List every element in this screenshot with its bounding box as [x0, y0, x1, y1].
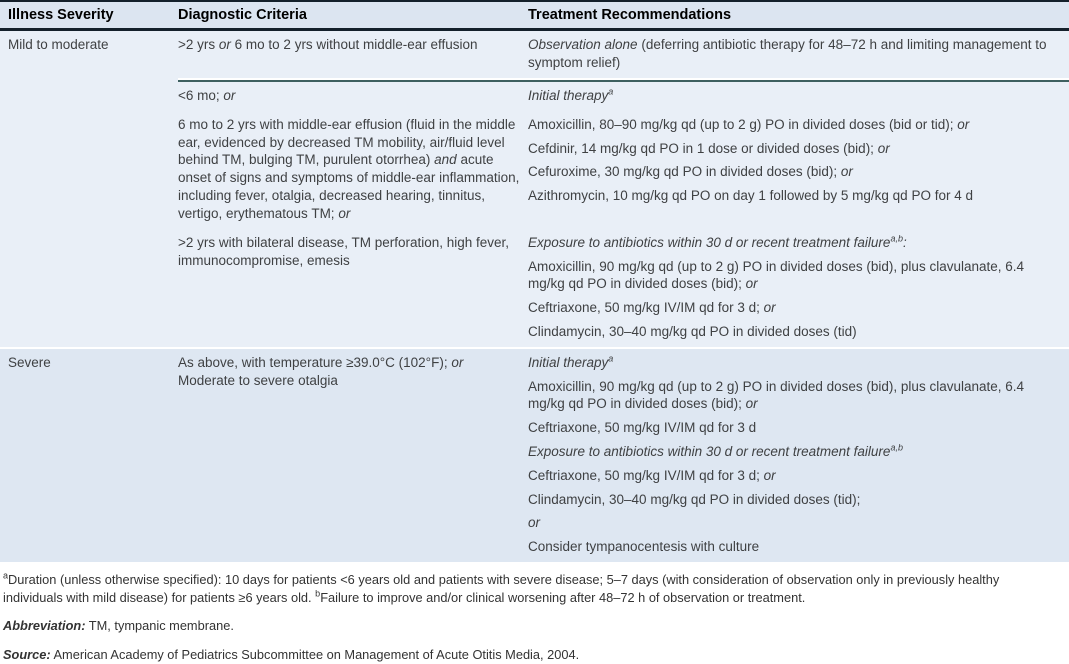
treatment-paragraph: Exposure to antibiotics within 30 d or recent treatment failure$^{a,b}$:: [528, 233, 907, 250]
severity-label: Severe: [8, 354, 51, 370]
col-header-diagnostic-criteria: Diagnostic Criteria: [178, 7, 307, 23]
severity-cell: [0, 349, 178, 562]
col-header-treatment-recommendations: Treatment Recommendations: [528, 7, 732, 23]
treatment-paragraph: Ceftriaxone, 50 mg/kg IV/IM qd for 3 d; or: [528, 300, 776, 316]
footnote-duration: $^a$Duration (unless otherwise specified): 10 days for patients <6 years old and patients with severe disease; 5–7 days (with consideration of observation only in previously healthy individuals with mild disease) for patients ≥6 years old. $^b$Failure to improve and/or clinical worsening after 48–72 h of observation or treatment.: [3, 570, 1000, 605]
severity-cell: [0, 229, 178, 347]
table-sub-row: [0, 349, 1069, 562]
criteria-cell: [178, 111, 528, 229]
criteria-paragraph: >2 yrs or 6 mo to 2 yrs without middle-ear effusion: [178, 37, 478, 53]
treatment-paragraph: Cefuroxime, 30 mg/kg qd PO in divided doses (bid); or: [528, 164, 853, 180]
treatment-cell: [528, 82, 1069, 111]
criteria-cell: [178, 82, 528, 111]
table-sub-row: [0, 229, 1069, 347]
treatment-paragraph: Clindamycin, 30–40 mg/kg qd PO in divided doses (tid): [528, 323, 857, 339]
severity-cell: [0, 82, 178, 111]
criteria-cell: [178, 229, 528, 347]
treatment-paragraph: Observation alone (deferring antibiotic therapy for 48–72 h and limiting management to symptom relief): [528, 37, 1047, 71]
abbreviation-note: Abbreviation: TM, tympanic membrane.: [3, 618, 234, 634]
treatment-paragraph: Initial therapy$^a$: [528, 86, 614, 104]
treatment-paragraph: Consider tympanocentesis with culture: [528, 539, 760, 555]
treatment-paragraph: Amoxicillin, 90 mg/kg qd (up to 2 g) PO in divided doses (bid), plus clavulanate, 6.4 mg/kg qd PO in divided doses (bid); or: [528, 378, 1025, 412]
table-body: [0, 31, 1069, 564]
treatment-paragraph: Azithromycin, 10 mg/kg qd PO on day 1 followed by 5 mg/kg qd PO for 4 d: [528, 188, 973, 204]
treatment-cell: [528, 111, 1069, 229]
treatment-paragraph: Ceftriaxone, 50 mg/kg IV/IM qd for 3 d; or: [528, 467, 776, 483]
table-header-row: [0, 0, 1069, 31]
treatment-paragraph: Cefdinir, 14 mg/kg qd PO in 1 dose or divided doses (bid); or: [528, 140, 890, 156]
table-sub-row: [0, 111, 1069, 229]
severity-cell: [0, 111, 178, 229]
severity-row-group: [0, 349, 1069, 564]
treatment-paragraph: Exposure to antibiotics within 30 d or recent treatment failure$^{a,b}$: [528, 442, 903, 460]
criteria-paragraph: As above, with temperature ≥39.0°C (102°F); or Moderate to severe otalgia: [178, 354, 464, 388]
treatment-paragraph: Amoxicillin, 90 mg/kg qd (up to 2 g) PO in divided doses (bid), plus clavulanate, 6.4 mg/kg qd PO in divided doses (bid); or: [528, 258, 1025, 292]
col-header-illness-severity: Illness Severity: [8, 7, 114, 23]
treatment-paragraph: Ceftriaxone, 50 mg/kg IV/IM qd for 3 d: [528, 420, 757, 436]
criteria-paragraph: <6 mo; or: [178, 88, 236, 104]
table-sub-row: [0, 82, 1069, 111]
treatment-paragraph: Clindamycin, 30–40 mg/kg qd PO in divided doses (tid);: [528, 491, 861, 507]
treatment-cell: [528, 31, 1069, 78]
severity-cell: [0, 31, 178, 78]
criteria-cell: [178, 31, 528, 78]
table-sub-row: [0, 31, 1069, 78]
criteria-paragraph: >2 yrs with bilateral disease, TM perforation, high fever, immunocompromise, emesis: [178, 234, 510, 268]
criteria-paragraph: 6 mo to 2 yrs with middle-ear effusion (fluid in the middle ear, evidenced by decreased TM mobility, air/fluid level behind TM, bulging TM, purulent otorrhea) and acute onset of signs and symptoms of middle-ear inflammation, including fever, otalgia, decreased hearing, tinnitus, vertigo, erythematous TM; or: [178, 116, 520, 221]
footnotes: [0, 564, 1069, 664]
treatment-paragraph: Amoxicillin, 80–90 mg/kg qd (up to 2 g) PO in divided doses (bid or tid); or: [528, 116, 970, 132]
treatment-paragraph: or: [528, 515, 541, 531]
treatment-cell: [528, 229, 1069, 347]
treatment-cell: [528, 349, 1069, 562]
severity-row-group: [0, 31, 1069, 348]
source-note: Source: American Academy of Pediatrics Subcommittee on Management of Acute Otitis Media, 2004.: [3, 647, 580, 663]
criteria-cell: [178, 349, 528, 562]
treatment-paragraph: Initial therapy$^a$: [528, 353, 614, 370]
severity-label: Mild to moderate: [8, 37, 109, 53]
